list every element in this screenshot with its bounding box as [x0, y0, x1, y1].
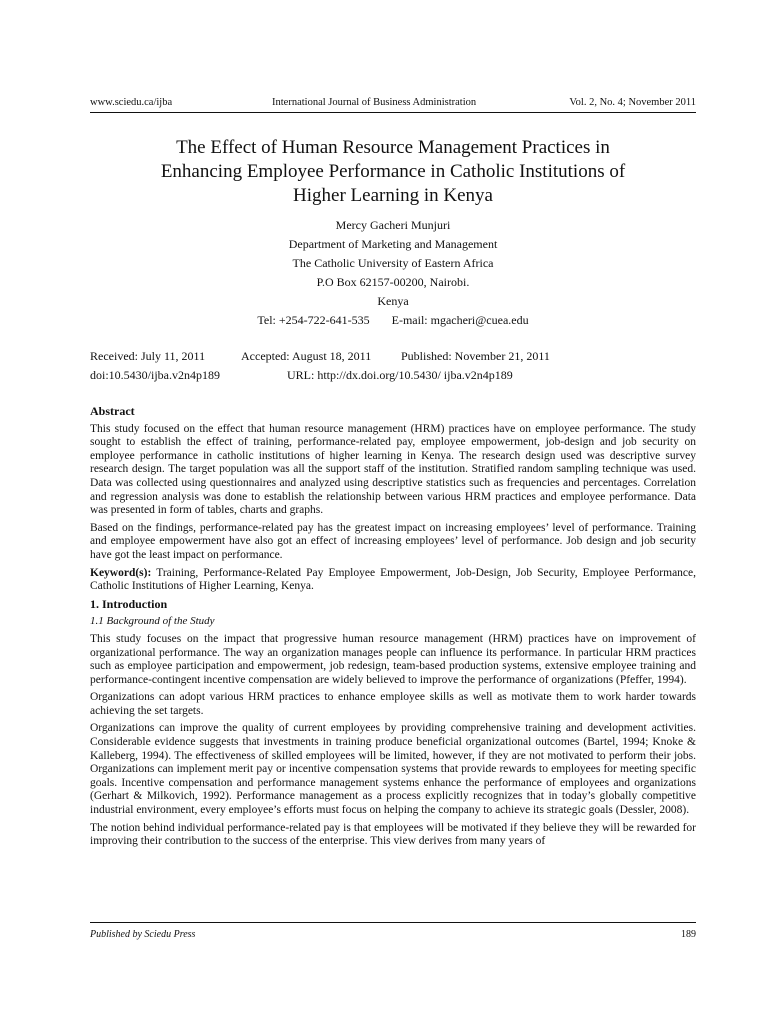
author-country: Kenya	[377, 294, 409, 308]
received-date: Received: July 11, 2011	[90, 349, 206, 363]
abstract-paragraph: This study focused on the effect that human resource management (HRM) practices have on employee performance. The study sought to establish the effect of training, performance-related pay, employee empowerment, job-design and job security on employee performance in catholic institutions of higher learning in Kenya. The research design used was descriptive survey research design. The target population was all the support staff of the institution. Stratified random sampling technique was used. Data was collected using questionnaires and analyzed using descriptive statistics such as frequencies and percentages. Correlation and regression analysis was done to establish the relationship between various HRM practices and employee performance. Data was presented in form of tables, charts and graphs.	[90, 422, 696, 517]
keywords-label: Keyword(s):	[90, 566, 152, 579]
abstract-heading: Abstract	[90, 404, 135, 418]
author-contact	[90, 311, 696, 330]
title-line: Enhancing Employee Performance in Catholic Institutions of	[160, 161, 626, 182]
publisher-name: Published by Sciedu Press	[90, 929, 196, 940]
abstract-paragraph: Based on the findings, performance-related pay has the greatest impact on increasing employees’ level of performance. Training and employee empowerment have also got an effect of increasing employees’ level of performance. Job design and job security have got the least impact on performance.	[90, 521, 696, 561]
header-divider	[90, 112, 696, 113]
body-paragraph: Organizations can adopt various HRM practices to enhance employee skills as well as motivate them to work harder towards achieving the set targets.	[90, 691, 696, 717]
author-phone: Tel: +254-722-641-535	[257, 313, 370, 327]
keywords-text: Training, Performance-Related Pay Employee Empowerment, Job-Design, Job Security, Employee Performance, Catholic Institutions of Higher Learning, Kenya.	[90, 566, 697, 593]
journal-website[interactable]: www.sciedu.ca/ijba	[90, 97, 173, 108]
author-block	[90, 216, 696, 330]
paper-title	[90, 136, 696, 208]
author-email[interactable]: E-mail: mgacheri@cuea.edu	[391, 313, 529, 327]
body-paragraph: Organizations can improve the quality of current employees by providing comprehensive training and development activities. Considerable evidence suggests that investments in training produce beneficial organizational outcomes (Bartel, 1994; Knoke & Kalleberg, 1994). The effectiveness of skilled employees will be limited, however, if they are not motivated to perform their jobs. Organizations can implement merit pay or incentive compensation systems that provide rewards to employees for meeting specific goals. Incentive compensation and performance management systems enhance the performance of employees and organizations (Gerhart & Milkovich, 1992). Performance management as a process explicitly recognizes that in today’s globally competitive industrial environment, every employee’s efforts must focus on helping the company to achieve its strategic goals (Dessler, 2008).	[90, 722, 696, 817]
author-university: The Catholic University of Eastern Africa	[292, 256, 494, 270]
background-subheading: 1.1 Background of the Study	[90, 615, 215, 628]
journal-name: International Journal of Business Administration	[272, 97, 477, 108]
page-number: 189	[681, 929, 696, 940]
introduction-heading: 1. Introduction	[90, 596, 168, 611]
title-line: Higher Learning in Kenya	[293, 185, 493, 206]
accepted-date: Accepted: August 18, 2011	[241, 349, 372, 363]
paper-body	[90, 405, 696, 853]
volume-info: Vol. 2, No. 4; November 2011	[569, 97, 696, 108]
keywords-line	[90, 567, 696, 594]
body-paragraph: The notion behind individual performance-related pay is that employees will be motivated if they believe they will be rewarded for improving their contribution to the success of the enterprise. This view derives from many years of	[90, 821, 696, 848]
author-address: P.O Box 62157-00200, Nairobi.	[316, 275, 470, 289]
footer-divider	[90, 922, 696, 923]
doi-url-link[interactable]: URL: http://dx.doi.org/10.5430/ ijba.v2n4p189	[287, 368, 513, 382]
title-line: The Effect of Human Resource Management Practices in	[176, 137, 610, 158]
author-name: Mercy Gacheri Munjuri	[335, 218, 451, 232]
body-paragraph: This study focuses on the impact that progressive human resource management (HRM) practices have on improvement of organizational performance. The way an organization manages people can influence its performance. In particular HRM practices such as employee participation and empowerment, job redesign, team-based production systems, extensive employee training and performance-contingent incentive compensation are widely believed to improve the performance of organizations (Pfeffer, 1994).	[90, 632, 696, 686]
author-department: Department of Marketing and Management	[288, 237, 498, 251]
doi-text: doi:10.5430/ijba.v2n4p189	[90, 368, 220, 382]
published-date: Published: November 21, 2011	[401, 349, 550, 363]
